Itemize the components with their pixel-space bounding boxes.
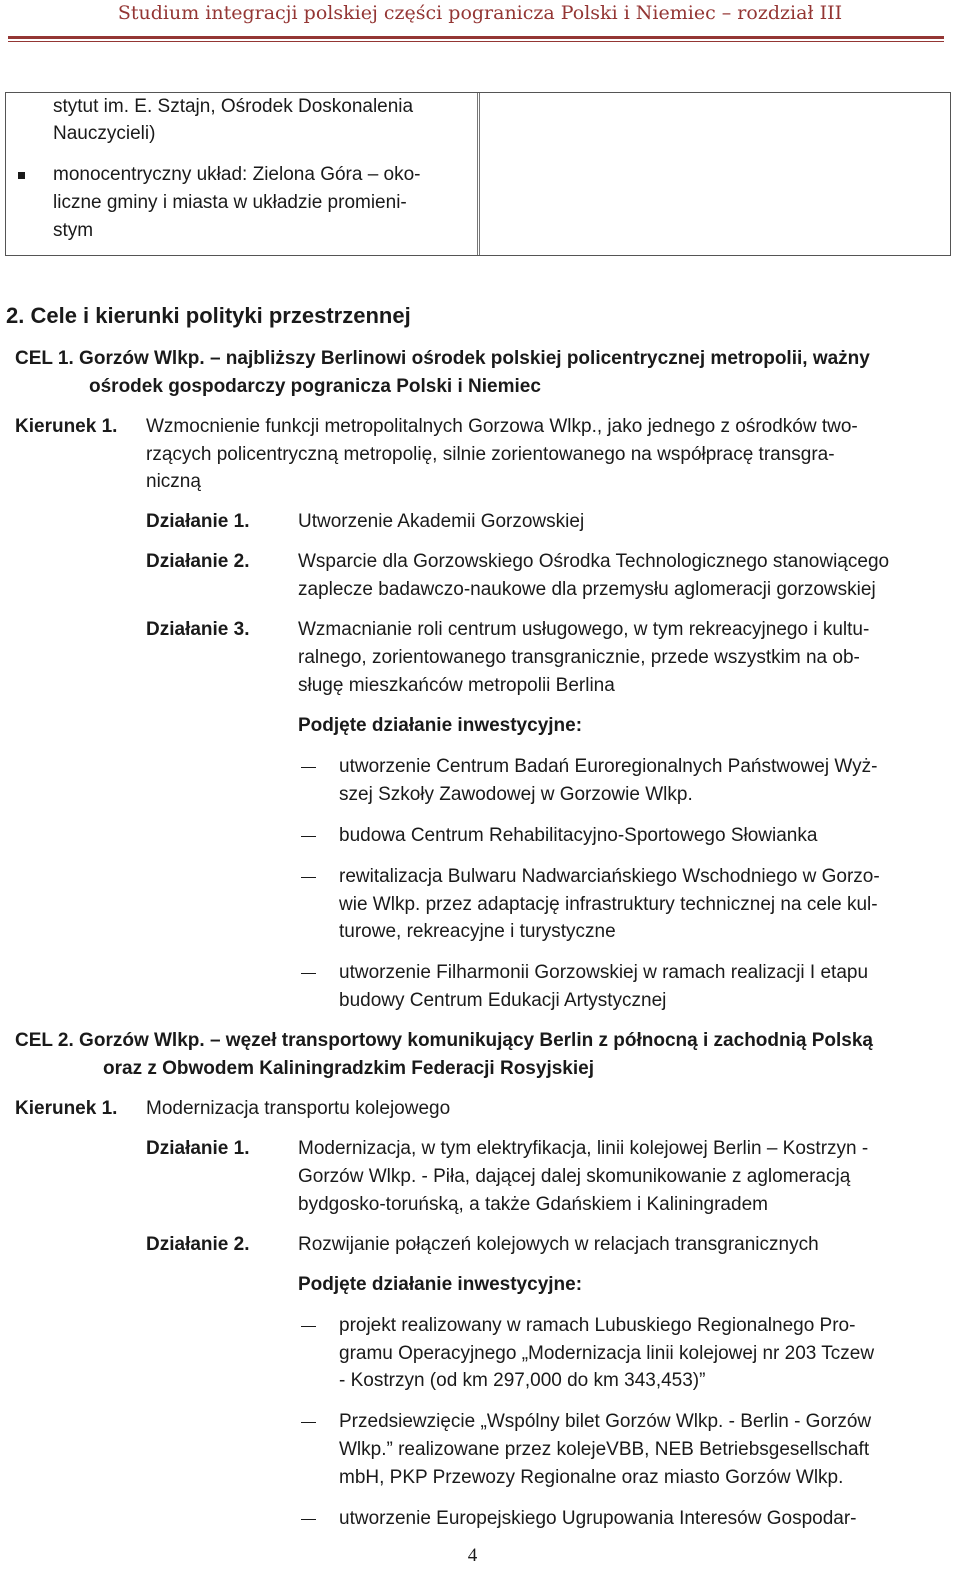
investment-item: - Kostrzyn (od km 297,000 do km 343,453)” <box>339 1370 706 1391</box>
dzialanie-text: Utworzenie Akademii Gorzowskiej <box>298 511 585 532</box>
header-rule-thin <box>8 41 944 42</box>
investment-item: projekt realizowany w ramach Lubuskiego Regionalnego Pro- <box>339 1315 856 1336</box>
dzialanie-text: zaplecze badawczo-naukowe dla przemysłu aglomeracji gorzowskiej <box>298 579 876 600</box>
investment-heading: Podjęte działanie inwestycyjne: <box>298 1274 583 1295</box>
page-number: 4 <box>467 1545 478 1566</box>
kierunek-text: Wzmocnienie funkcji metropolitalnych Gorzowa Wlkp., jako jednego z ośrodków two- <box>146 416 858 437</box>
kierunek-text: Modernizacja transportu kolejowego <box>146 1098 451 1119</box>
table-bullet-line: monocentryczny układ: Zielona Góra – oko- <box>53 164 421 185</box>
dzialanie-text: sługę mieszkańców metropolii Berlina <box>298 675 615 696</box>
investment-heading: Podjęte działanie inwestycyjne: <box>298 715 583 736</box>
dzialanie-label: Działanie 1. <box>146 1138 250 1159</box>
header-rule-thick <box>8 36 944 39</box>
investment-item: budowa Centrum Rehabilitacyjno-Sportowego Słowianka <box>339 825 818 846</box>
section-heading: 2. Cele i kierunki polityki przestrzennej <box>6 303 411 328</box>
table-column-divider <box>477 93 480 255</box>
dash-bullet-icon <box>301 1326 316 1327</box>
investment-item: gramu Operacyjnego „Modernizacja linii kolejowej nr 203 Tczew <box>339 1343 875 1364</box>
dzialanie-text: Gorzów Wlkp. - Piła, dającej dalej skomunikowanie z aglomeracją <box>298 1166 851 1187</box>
dzialanie-label: Działanie 2. <box>146 1234 250 1255</box>
cel2-title-line: CEL 2. Gorzów Wlkp. – węzeł transportowy komunikujący Berlin z północną i zachodnią Polską <box>15 1030 873 1051</box>
investment-item: Wlkp.” realizowane przez kolejeVBB, NEB Betriebsgesellschaft <box>339 1439 870 1460</box>
dzialanie-text: Wsparcie dla Gorzowskiego Ośrodka Technologicznego stanowiącego <box>298 551 890 572</box>
cel2-title-line: oraz z Obwodem Kaliningradzkim Federacji Rosyjskiej <box>103 1058 594 1079</box>
kierunek-label: Kierunek 1. <box>15 1098 118 1119</box>
investment-item: mbH, PKP Przewozy Regionalne oraz miasto Gorzów Wlkp. <box>339 1467 844 1488</box>
cel1-title-line: CEL 1. Gorzów Wlkp. – najbliższy Berlinowi ośrodek polskiej policentrycznej metropolii, ważny <box>15 348 870 369</box>
dzialanie-text: bydgosko-toruńską, a także Gdańskiem i Kaliningradem <box>298 1194 768 1215</box>
dzialanie-text: Wzmacnianie roli centrum usługowego, w tym rekreacyjnego i kultu- <box>298 619 870 640</box>
investment-item: Przedsiewzięcie „Wspólny bilet Gorzów Wlkp. - Berlin - Gorzów <box>339 1411 872 1432</box>
dash-bullet-icon <box>301 767 316 768</box>
dzialanie-text: Modernizacja, w tym elektryfikacja, linii kolejowej Berlin – Kostrzyn - <box>298 1138 869 1159</box>
investment-item: szej Szkoły Zawodowej w Gorzowie Wlkp. <box>339 784 693 805</box>
dash-bullet-icon <box>301 973 316 974</box>
investment-item: budowy Centrum Edukacji Artystycznej <box>339 990 667 1011</box>
dzialanie-text: Rozwijanie połączeń kolejowych w relacjach transgranicznych <box>298 1234 819 1255</box>
investment-item: turowe, rekreacyjne i turystyczne <box>339 921 616 942</box>
investment-item: utworzenie Filharmonii Gorzowskiej w ramach realizacji I etapu <box>339 962 869 983</box>
kierunek-text: niczną <box>146 471 201 492</box>
dzialanie-label: Działanie 2. <box>146 551 250 572</box>
dash-bullet-icon <box>301 1422 316 1423</box>
dash-bullet-icon <box>301 877 316 878</box>
table-fragment <box>5 92 951 256</box>
kierunek-label: Kierunek 1. <box>15 416 118 437</box>
investment-item: utworzenie Centrum Badań Euroregionalnych Państwowej Wyż- <box>339 756 878 777</box>
table-text-line: Nauczycieli) <box>53 123 156 144</box>
table-text-line: stytut im. E. Sztajn, Ośrodek Doskonalenia <box>53 96 414 117</box>
investment-item: wie Wlkp. przez adaptację infrastruktury technicznej na cele kul- <box>339 894 878 915</box>
dzialanie-label: Działanie 1. <box>146 511 250 532</box>
dash-bullet-icon <box>301 1519 316 1520</box>
table-bullet-line: stym <box>53 220 94 241</box>
dash-bullet-icon <box>301 836 316 837</box>
cel1-title-line: ośrodek gospodarczy pogranicza Polski i Niemiec <box>89 376 541 397</box>
dzialanie-label: Działanie 3. <box>146 619 250 640</box>
dzialanie-text: ralnego, zorientowanego transgranicznie, przede wszystkim na ob- <box>298 647 860 668</box>
investment-item: rewitalizacja Bulwaru Nadwarciańskiego Wschodniego w Gorzo- <box>339 866 880 887</box>
table-bullet-line: liczne gminy i miasta w układzie promieni- <box>53 192 407 213</box>
running-header: Studium integracji polskiej części pogranicza Polski i Niemiec – rozdział III <box>117 2 843 24</box>
square-bullet-icon <box>18 172 25 179</box>
kierunek-text: rzących policentryczną metropolię, silnie zorientowanego na współpracę transgra- <box>146 444 835 465</box>
investment-item: utworzenie Europejskiego Ugrupowania Interesów Gospodar- <box>339 1508 857 1529</box>
